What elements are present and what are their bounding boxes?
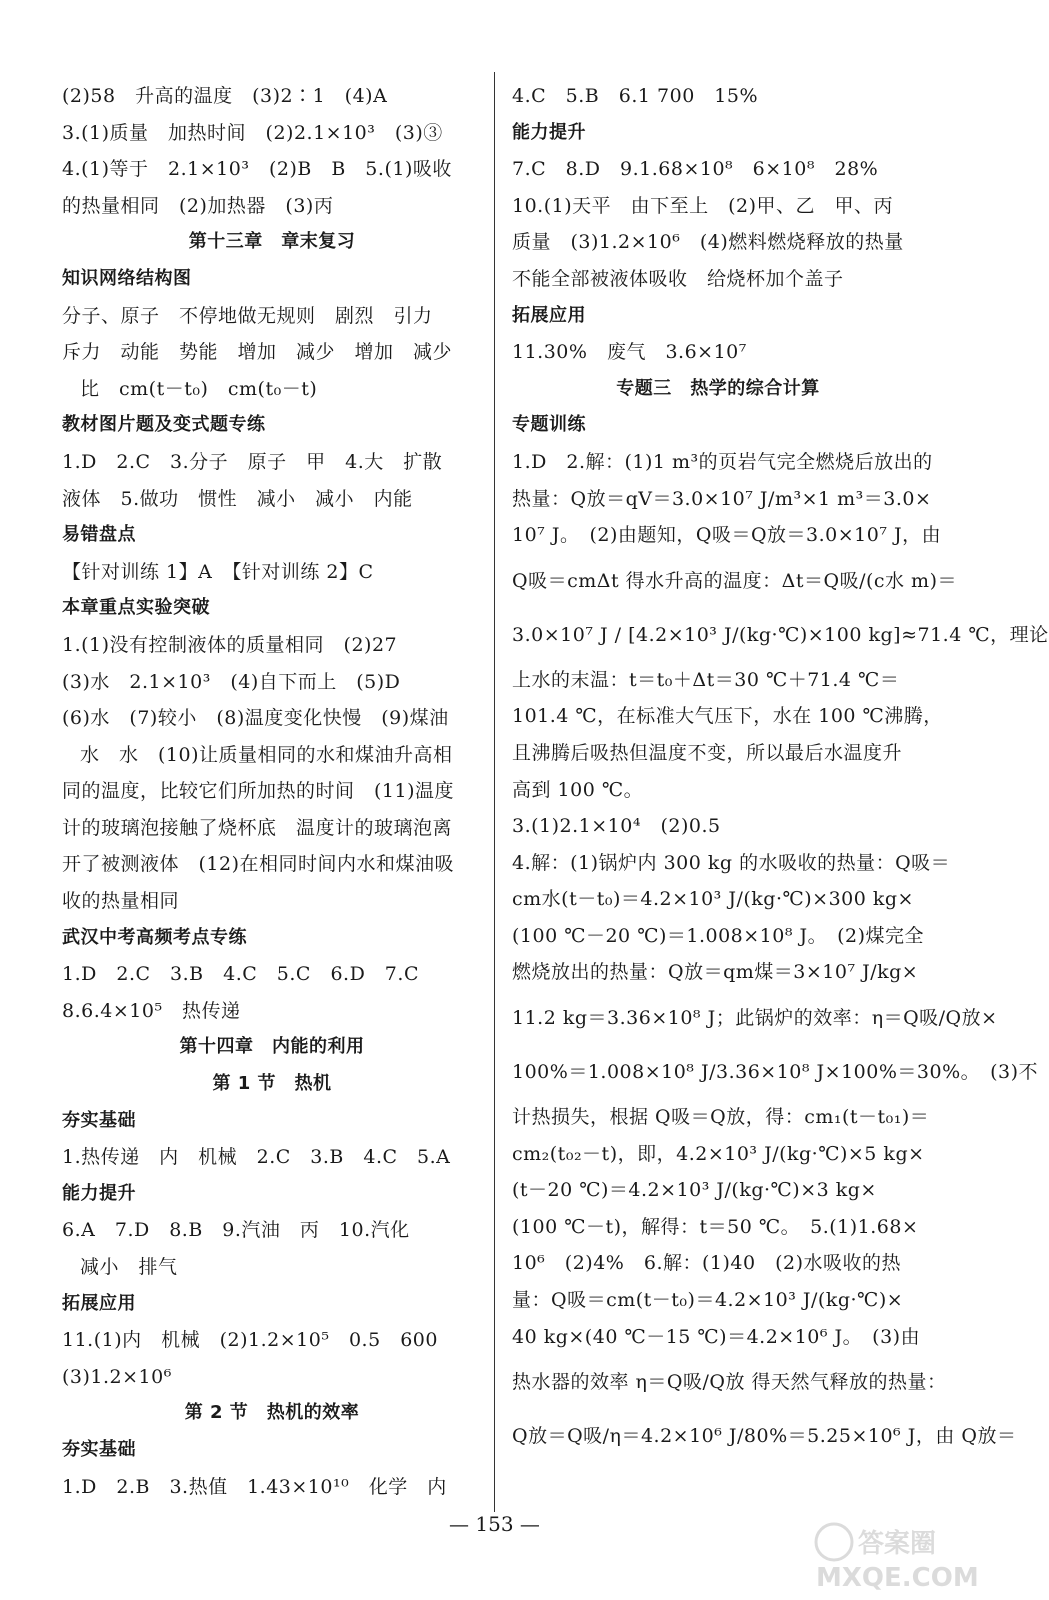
left-section-heading: 武汉中考高频考点专练 bbox=[62, 926, 247, 948]
left-section-heading: 知识网络结构图 bbox=[62, 267, 192, 289]
left-text-line: (3)水 2.1×10³ (4)自下而上 (5)D bbox=[62, 670, 401, 693]
left-text-line: 的热量相同 (2)加热器 (3)丙 bbox=[62, 194, 334, 217]
left-section-heading: 能力提升 bbox=[62, 1182, 136, 1204]
right-text-line: 10⁶ (2)4% 6.解：(1)40 (2)水吸收的热 bbox=[512, 1252, 901, 1275]
right-text-line: 11.30% 废气 3.6×10⁷ bbox=[512, 341, 747, 364]
left-section-heading: 拓展应用 bbox=[62, 1292, 136, 1314]
right-text-line: (t－20 ℃)＝4.2×10³ J/(kg·℃)×3 kg× bbox=[512, 1179, 877, 1202]
watermark-bottom-text: MXQE.COM bbox=[816, 1563, 979, 1593]
left-section-heading: 本章重点实验突破 bbox=[62, 597, 210, 619]
right-text-line: (100 ℃－t)，解得：t＝50 ℃。 5.(1)1.68× bbox=[512, 1215, 919, 1238]
left-text-line: 1.D 2.C 3.分子 原子 甲 4.大 扩散 bbox=[62, 450, 443, 473]
left-chapter-title: 第十三章 章末复习 bbox=[188, 231, 356, 253]
right-text-line: 4.C 5.B 6.1 700 15% bbox=[512, 85, 759, 107]
left-text-line: (3)1.2×10⁶ bbox=[62, 1365, 172, 1388]
watermark-top-text: 答案圈 bbox=[858, 1529, 937, 1559]
right-column bbox=[512, 78, 1049, 1463]
left-text-line: 11.(1)内 机械 (2)1.2×10⁵ 0.5 600 bbox=[62, 1329, 438, 1352]
right-text-line: 高到 100 ℃。 bbox=[512, 778, 644, 801]
left-text-line: 同的温度，比较它们所加热的时间 (11)温度 bbox=[62, 780, 455, 803]
right-text-line: 燃烧放出的热量：Q放＝qm煤＝3×10⁷ J/kg× bbox=[512, 961, 919, 984]
left-text-line: 8.6.4×10⁵ 热传递 bbox=[62, 999, 241, 1022]
right-chapter-title: 专题三 热学的综合计算 bbox=[616, 377, 820, 399]
left-column bbox=[62, 78, 482, 1505]
left-section-heading: 教材图片题及变式题专练 bbox=[62, 414, 266, 436]
left-chapter-title: 第 2 节 热机的效率 bbox=[184, 1402, 360, 1424]
right-text-line: 上水的末温：t＝t₀＋Δt＝30 ℃＋71.4 ℃＝ bbox=[512, 668, 900, 691]
right-text-line: cm₂(t₀₂－t)，即，4.2×10³ J/(kg·℃)×5 kg× bbox=[512, 1142, 925, 1165]
left-text-line: (2)58 升高的温度 (3)2∶1 (4)A bbox=[62, 85, 388, 107]
right-text-line: 7.C 8.D 9.1.68×10⁸ 6×10⁸ 28% bbox=[512, 158, 879, 181]
right-section-heading: 能力提升 bbox=[512, 121, 586, 143]
left-text-line: 6.A 7.D 8.B 9.汽油 丙 10.汽化 bbox=[62, 1219, 410, 1242]
left-text-line: (6)水 (7)较小 (8)温度变化快慢 (9)煤油 bbox=[62, 707, 449, 730]
left-text-line: 1.(1)没有控制液体的质量相同 (2)27 bbox=[62, 633, 398, 656]
left-text-line: 比 cm(t－t₀) cm(t₀－t) bbox=[80, 377, 318, 400]
left-text-line: 4.(1)等于 2.1×10³ (2)B B 5.(1)吸收 bbox=[62, 158, 452, 181]
right-text-line: 计热损失，根据 Q吸＝Q放，得：cm₁(t－t₀₁)＝ bbox=[512, 1106, 930, 1129]
left-section-heading: 易错盘点 bbox=[62, 524, 136, 546]
right-section-heading: 拓展应用 bbox=[512, 304, 586, 326]
page-number: — 153 — bbox=[449, 1512, 540, 1536]
left-text-line: 【针对训练 1】A 【针对训练 2】C bbox=[62, 560, 374, 583]
left-text-line: 计的玻璃泡接触了烧杯底 温度计的玻璃泡离 bbox=[62, 816, 453, 839]
left-chapter-title: 第十四章 内能的利用 bbox=[179, 1036, 365, 1058]
right-text-line: (100 ℃－20 ℃)＝1.008×10⁸ J。 (2)煤完全 bbox=[512, 924, 925, 947]
right-text-line: 40 kg×(40 ℃－15 ℃)＝4.2×10⁶ J。 (3)由 bbox=[512, 1325, 921, 1348]
right-text-line: 质量 (3)1.2×10⁶ (4)燃料燃烧释放的热量 bbox=[512, 231, 904, 254]
left-text-line: 3.(1)质量 加热时间 (2)2.1×10³ (3)③ bbox=[62, 121, 443, 144]
left-text-line: 1.D 2.B 3.热值 1.43×10¹⁰ 化学 内 bbox=[62, 1475, 447, 1498]
left-text-line: 1.热传递 内 机械 2.C 3.B 4.C 5.A bbox=[62, 1146, 451, 1169]
right-section-heading: 专题训练 bbox=[512, 414, 586, 436]
right-text-line: 1.D 2.解：(1)1 m³的页岩气完全燃烧后放出的 bbox=[512, 450, 933, 473]
left-text-line: 水 水 (10)让质量相同的水和煤油升高相 bbox=[80, 743, 453, 766]
right-text-line: 10⁷ J。 (2)由题知，Q吸＝Q放＝3.0×10⁷ J，由 bbox=[512, 524, 942, 547]
left-text-line: 1.D 2.C 3.B 4.C 5.C 6.D 7.C bbox=[62, 963, 419, 986]
left-text-line: 分子、原子 不停地做无规则 剧烈 引力 bbox=[62, 304, 433, 327]
watermark-logo bbox=[796, 1518, 979, 1593]
left-section-heading: 夯实基础 bbox=[62, 1438, 136, 1460]
left-text-line: 收的热量相同 bbox=[62, 890, 180, 913]
right-text-line: Q吸＝cmΔt 得水升高的温度：Δt＝Q吸/(c水 m)＝ bbox=[512, 569, 957, 592]
left-text-line: 开了被测液体 (12)在相同时间内水和煤油吸 bbox=[62, 853, 455, 876]
right-text-line: 3.0×10⁷ J / [4.2×10³ J/(kg·℃)×100 kg]≈71.4 ℃，理论 bbox=[512, 623, 1049, 646]
right-text-line: cm水(t－t₀)＝4.2×10³ J/(kg·℃)×300 kg× bbox=[512, 888, 914, 911]
right-text-line: 量：Q吸＝cm(t－t₀)＝4.2×10³ J/(kg·℃)× bbox=[512, 1289, 904, 1312]
right-text-line: 101.4 ℃，在标准大气压下，水在 100 ℃沸腾， bbox=[512, 705, 943, 728]
right-text-line: 4.解：(1)锅炉内 300 kg 的水吸收的热量：Q吸＝ bbox=[512, 851, 951, 874]
right-text-line: 热量：Q放＝qV＝3.0×10⁷ J/m³×1 m³＝3.0× bbox=[512, 487, 932, 510]
right-text-line: 不能全部被液体吸收 给烧杯加个盖子 bbox=[512, 267, 844, 290]
left-chapter-title: 第 1 节 热机 bbox=[212, 1073, 332, 1095]
column-divider bbox=[494, 72, 495, 1512]
right-text-line: 10.(1)天平 由下至上 (2)甲、乙 甲、丙 bbox=[512, 194, 894, 217]
right-text-line: Q放＝Q吸/η＝4.2×10⁶ J/80%＝5.25×10⁶ J，由 Q放＝ bbox=[512, 1425, 1017, 1448]
right-text-line: 11.2 kg＝3.36×10⁸ J；此锅炉的效率：η＝Q吸/Q放× bbox=[512, 1007, 998, 1030]
left-text-line: 斥力 动能 势能 增加 减少 增加 减少 bbox=[62, 341, 453, 364]
right-text-line: 热水器的效率 η＝Q吸/Q放 得天然气释放的热量： bbox=[512, 1371, 947, 1394]
right-text-line: 且沸腾后吸热但温度不变，所以最后水温度升 bbox=[512, 741, 903, 764]
right-text-line: 3.(1)2.1×10⁴ (2)0.5 bbox=[512, 815, 721, 838]
right-text-line: 100%＝1.008×10⁸ J/3.36×10⁸ J×100%＝30%。 (3)不 bbox=[512, 1061, 1039, 1084]
left-section-heading: 夯实基础 bbox=[62, 1109, 136, 1131]
left-text-line: 减小 排气 bbox=[80, 1256, 178, 1278]
left-text-line: 液体 5.做功 惯性 减小 减小 内能 bbox=[62, 487, 413, 510]
